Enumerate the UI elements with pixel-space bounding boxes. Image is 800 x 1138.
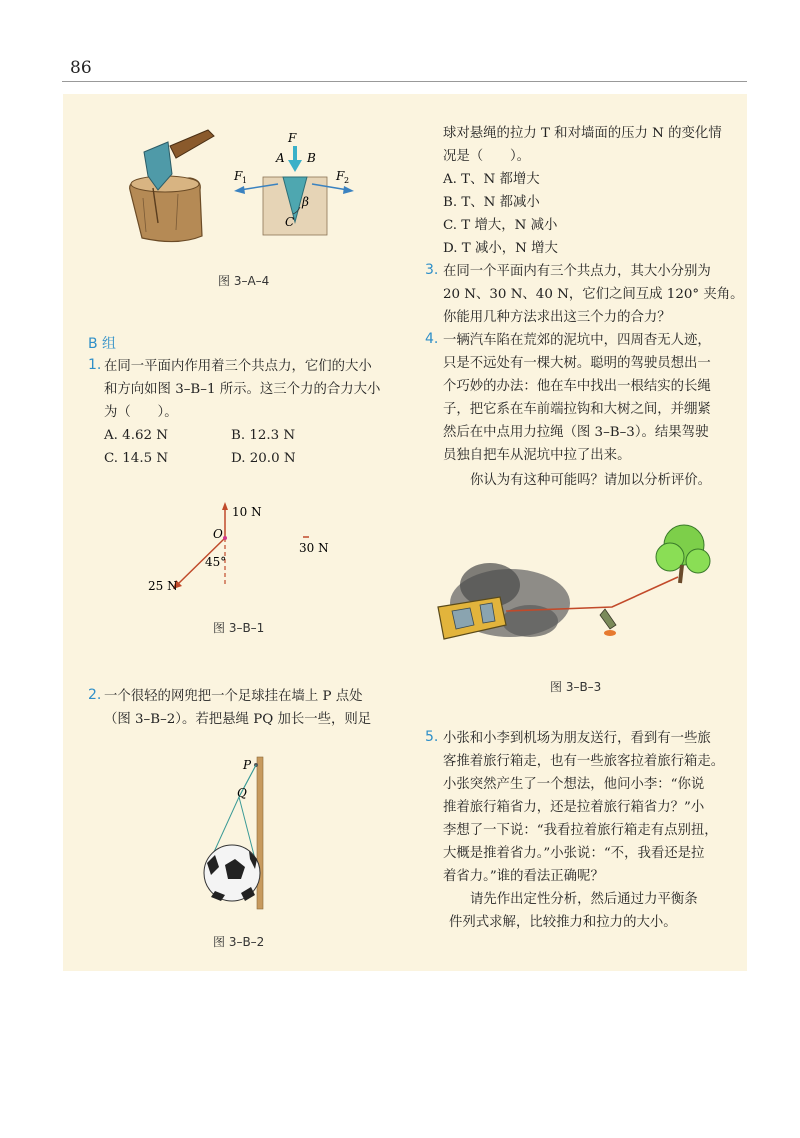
label-A: A (276, 151, 285, 165)
point-P-label: P (243, 758, 252, 772)
label-F: F (288, 131, 297, 145)
q5-follow-line-1: 请先作出定性分析，然后通过力平衡条 (470, 892, 698, 907)
q2-option-c: C. T 增大，N 减小 (443, 218, 558, 233)
label-F2-sub: 2 (344, 176, 350, 185)
q1-line-3: 为（ ）。 (104, 405, 178, 420)
q5-line-5: 李想了一下说：“我看拉着旅行箱走有点别扭， (443, 823, 718, 838)
q1-number: 1. (88, 357, 102, 373)
force-left-label: 25 N (148, 579, 178, 593)
figure-caption-b2: 图 3–B–2 (213, 935, 265, 949)
label-C: C (285, 215, 295, 229)
q2-option-b: B. T、N 都减小 (443, 195, 540, 210)
q2-option-d: D. T 减小，N 增大 (443, 241, 558, 256)
figure-caption-b3: 图 3–B–3 (550, 680, 602, 694)
q4-line-4: 子，把它系在车前端拉钩和大树之间，并绷紧 (443, 402, 711, 417)
q5-line-4: 推着旅行箱省力，还是拉着旅行箱省力？”小 (443, 800, 705, 815)
label-beta: β (302, 195, 309, 209)
page-number: 86 (70, 58, 92, 78)
q4-line-1: 一辆汽车陷在荒郊的泥坑中，四周杳无人迹， (443, 333, 711, 348)
q4-line-3: 个巧妙的办法：他在车中找出一根结实的长绳 (443, 379, 711, 394)
label-F2: F (336, 169, 345, 183)
q2-line-1: 一个很轻的网兜把一个足球挂在墙上 P 点处 (104, 689, 363, 704)
header-rule (62, 81, 747, 82)
q1-line-2: 和方向如图 3–B–1 所示。这三个力的合力大小 (104, 382, 381, 397)
q1-option-a: A. 4.62 N (104, 428, 168, 443)
q3-line-2: 20 N、30 N、40 N，它们之间互成 120° 夹角。 (443, 287, 744, 302)
wedge-force-diagram (230, 132, 360, 237)
q4-line-5: 然后在中点用力拉绳（图 3–B–3）。结果驾驶 (443, 425, 709, 440)
q5-line-1: 小张和小李到机场为朋友送行，看到有一些旅 (443, 731, 711, 746)
q3-line-1: 在同一个平面内有三个共点力，其大小分别为 (443, 264, 711, 279)
q5-line-6: 大概是推着省力。”小张说：“不，我看还是拉 (443, 846, 705, 861)
q1-option-b: B. 12.3 N (231, 428, 296, 443)
point-O-label: O (213, 527, 223, 541)
q3-line-3: 你能用几种方法求出这三个力的合力？ (443, 310, 671, 325)
group-b-heading: B 组 (88, 336, 117, 352)
q1-option-d: D. 20.0 N (231, 451, 296, 466)
axe-wood-illustration (118, 128, 228, 248)
q4-number: 4. (425, 331, 439, 347)
point-Q-label: Q (237, 786, 247, 800)
q4-follow-up: 你认为有这种可能吗？请加以分析评价。 (470, 473, 712, 488)
q5-line-3: 小张突然产生了一个想法，他问小李：“你说 (443, 777, 705, 792)
force-right-label: 30 N (299, 541, 329, 555)
q5-number: 5. (425, 729, 439, 745)
car-rope-tree-illustration (430, 525, 730, 655)
figure-caption-b1: 图 3–B–1 (213, 621, 265, 635)
concurrent-forces-diagram (140, 500, 370, 600)
figure-caption-a4: 图 3–A–4 (218, 274, 270, 288)
football-on-wall-diagram (195, 755, 285, 915)
q2-line-2: （图 3–B–2）。若把悬绳 PQ 加长一些，则足 (104, 712, 372, 727)
q5-follow-line-2: 件列式求解，比较推力和拉力的大小。 (449, 915, 677, 930)
label-B: B (307, 151, 316, 165)
force-up-label: 10 N (232, 505, 262, 519)
angle-label: 45° (205, 555, 227, 569)
q2-option-a: A. T、N 都增大 (443, 172, 540, 187)
q4-line-6: 员独自把车从泥坑中拉了出来。 (443, 448, 631, 463)
q3-number: 3. (425, 262, 439, 278)
q5-line-2: 客推着旅行箱走，也有一些旅客拉着旅行箱走。 (443, 754, 725, 769)
q5-line-7: 着省力。”谁的看法正确呢？ (443, 869, 604, 884)
q4-line-2: 只是不远处有一棵大树。聪明的驾驶员想出一 (443, 356, 711, 371)
q1-option-c: C. 14.5 N (104, 451, 169, 466)
q2-cont-line-2: 况是（ ）。 (443, 149, 531, 164)
q1-line-1: 在同一平面内作用着三个共点力，它们的大小 (104, 359, 372, 374)
q2-number: 2. (88, 687, 102, 703)
label-F1: F (234, 169, 243, 183)
q2-cont-line-1: 球对悬绳的拉力 T 和对墙面的压力 N 的变化情 (443, 126, 722, 141)
label-F1-sub: 1 (242, 176, 248, 185)
